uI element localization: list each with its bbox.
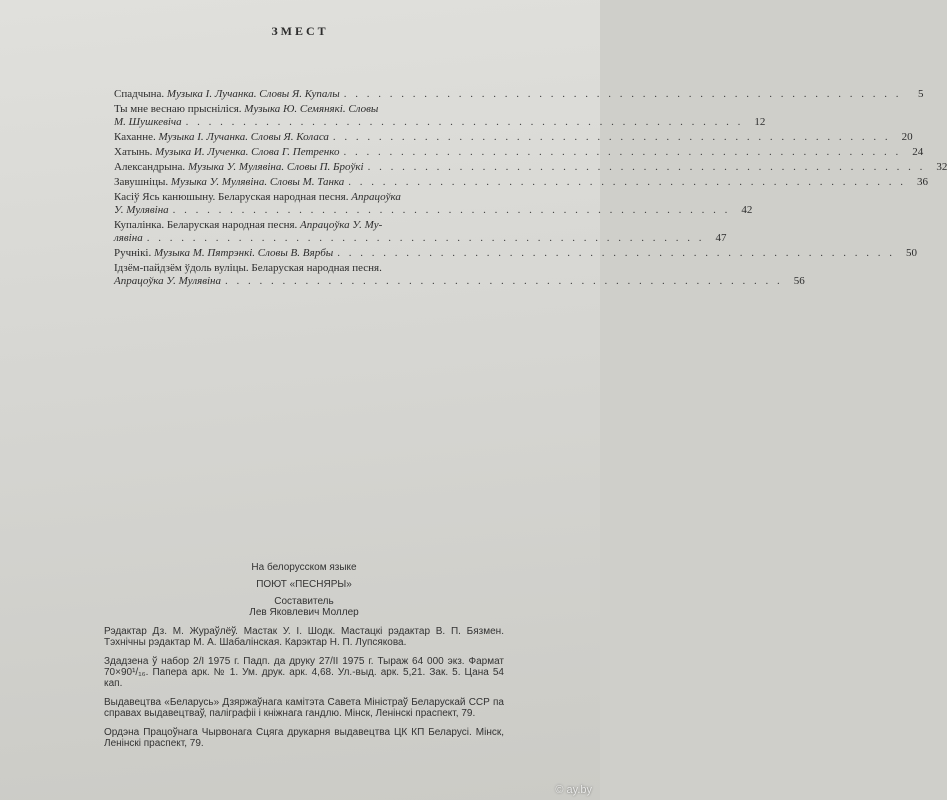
song-title: Каханне. xyxy=(114,131,159,143)
toc-entry-text xyxy=(114,176,344,189)
compiler-label: Составитель xyxy=(274,596,334,607)
song-credits: М. Шушкевіча xyxy=(114,116,182,128)
toc-entry-text xyxy=(114,204,169,217)
page-number: 32 xyxy=(936,161,947,173)
song-title: Хатынь. xyxy=(114,146,156,158)
toc-entry-line xyxy=(114,247,917,260)
printer-info: Ордэна Працоўнага Чырвонага Сцяга друкарня выдавецтва ЦК КП Беларусі. Мінск, Ленінскі праспект, 79. xyxy=(104,727,504,749)
toc-title: ЗМЕСТ xyxy=(271,24,329,38)
toc-entry-line xyxy=(114,191,494,204)
toc-entry-text xyxy=(114,131,329,144)
toc-entry-text xyxy=(114,191,401,203)
dot-leader: . . . . . . . . . . . . . . . . . . . . . . . . . . . . . . . . . . . . . . . . . . . . . . . . . xyxy=(343,146,902,158)
page-number: 20 xyxy=(901,131,913,143)
imprint xyxy=(104,562,504,749)
editors-credits: Рэдактар Дз. М. Жураўлёў. Мастак У. І. Шодк. Мастацкі рэдактар В. П. Бязмен. Тэхнічны рэдактар М. А. Шабалінская. Карэктар Н. П. Лупсякова. xyxy=(104,626,504,648)
toc-entry-line xyxy=(114,88,924,101)
toc-entry xyxy=(114,191,753,217)
toc-entry-text xyxy=(114,116,182,129)
toc-entry xyxy=(114,161,947,174)
toc-entry-line xyxy=(114,262,494,275)
publisher-info: Выдавецтва «Беларусь» Дзяржаўнага камітэта Савета Міністраў Беларускай ССР па справах выдавецтваў, паліграфіі і кніжнага гандлю. Мінск, Ленінскі праспект, 79. xyxy=(104,697,504,719)
dot-leader: . . . . . . . . . . . . . . . . . . . . . . . . . . . . . . . . . . . . . . . . . . . . . . . . . xyxy=(146,232,705,244)
dot-leader: . . . . . . . . . . . . . . . . . . . . . . . . . . . . . . . . . . . . . . . . . . . . . . . . . xyxy=(332,131,891,143)
song-credits: Музыка У. Мулявіна. Словы М. Танка xyxy=(170,176,345,188)
dot-leader: . . . . . . . . . . . . . . . . . . . . . . . . . . . . . . . . . . . . . . . . . . . . . . . . . xyxy=(337,247,895,259)
dot-leader: . . . . . . . . . . . . . . . . . . . . . . . . . . . . . . . . . . . . . . . . . . . . . . . . . xyxy=(185,116,744,128)
toc-entry-line xyxy=(114,131,913,144)
song-credits: Музыка І. Лучанка. Словы Я. Купалы xyxy=(166,88,340,100)
compiler-name: Лев Яковлевич Моллер xyxy=(249,607,359,618)
toc-entry-line xyxy=(114,275,805,288)
page-number: 12 xyxy=(754,116,766,128)
toc-entry-text xyxy=(114,275,221,288)
toc-entry-line xyxy=(114,146,924,159)
song-credits: Музыка И. Лученка. Слова Г. Петренко xyxy=(155,146,340,158)
page-number: 56 xyxy=(793,275,805,287)
song-credits: Музыка У. Мулявіна. Словы П. Броўкі xyxy=(187,161,364,173)
dot-leader: . . . . . . . . . . . . . . . . . . . . . . . . . . . . . . . . . . . . . . . . . . . . . . . . . xyxy=(172,204,731,216)
song-credits: У. Мулявіна xyxy=(114,204,169,216)
page-number: 24 xyxy=(912,146,924,158)
toc-entry xyxy=(114,262,805,288)
song-title: Александрына. xyxy=(114,161,188,173)
page-number: 42 xyxy=(741,204,753,216)
toc-entry-text xyxy=(114,88,340,101)
song-title: Ты мне веснаю прысніліся. xyxy=(114,103,245,115)
toc-entry xyxy=(114,146,924,159)
toc-entry xyxy=(114,247,917,260)
song-title: Завушніцы. xyxy=(114,176,171,188)
dot-leader: . . . . . . . . . . . . . . . . . . . . . . . . . . . . . . . . . . . . . . . . . . . . . . . . . xyxy=(343,88,902,100)
toc-entry-text xyxy=(114,262,382,274)
toc-entry xyxy=(114,219,727,245)
toc-entry-line xyxy=(114,219,494,232)
song-title: Ідзём-пайдзём ўдоль вуліцы. Беларуская народная песня. xyxy=(114,262,382,274)
song-title: Спадчына. xyxy=(114,88,167,100)
page-number: 36 xyxy=(917,176,929,188)
toc-entry-text xyxy=(114,103,378,115)
page-number: 5 xyxy=(917,88,924,100)
table-of-contents xyxy=(114,88,947,290)
toc-entry-line xyxy=(114,232,727,245)
dot-leader: . . . . . . . . . . . . . . . . . . . . . . . . . . . . . . . . . . . . . . . . . . . . . . . . . xyxy=(348,176,907,188)
toc-entry-text xyxy=(114,161,364,174)
print-data: Здадзена ў набор 2/І 1975 г. Падп. да друку 27/ІІ 1975 г. Тыраж 64 000 экз. Фармат 70×90¹/₁₆. Папера арк. № 1. Ум. друк. арк. 4,68. Ул.-выд. арк. 5,21. Зак. 5. Цана 54 кап. xyxy=(104,656,504,689)
toc-entry-line xyxy=(114,204,753,217)
toc-entry-line xyxy=(114,161,947,174)
dot-leader: . . . . . . . . . . . . . . . . . . . . . . . . . . . . . . . . . . . . . . . . . . . . . . . . . xyxy=(225,275,783,287)
page-number: 50 xyxy=(905,247,917,259)
song-credits: Музыка Ю. Семянякі. Словы xyxy=(244,103,379,115)
dot-leader: . . . . . . . . . . . . . . . . . . . . . . . . . . . . . . . . . . . . . . . . . . . . . . . . . xyxy=(367,161,926,173)
toc-entry xyxy=(114,88,924,101)
page-number: 47 xyxy=(715,232,727,244)
toc-entry xyxy=(114,176,929,189)
song-title: Касіў Ясь канюшыну. Беларуская народная песня. xyxy=(114,191,352,203)
song-credits: лявіна xyxy=(114,232,143,244)
toc-entry xyxy=(114,131,913,144)
book-title: ПОЮТ «ПЕСНЯРЫ» xyxy=(256,579,352,590)
toc-entry-line xyxy=(114,103,494,116)
song-credits: Апрацоўка У. Му- xyxy=(300,219,383,231)
toc-entry-text xyxy=(114,146,340,159)
toc-entry-text xyxy=(114,232,143,245)
toc-entry-line xyxy=(114,176,929,189)
language-note: На белорусском языке xyxy=(251,562,357,573)
song-title: Ручнікі. xyxy=(114,247,154,259)
toc-entry xyxy=(114,103,766,129)
toc-entry-line xyxy=(114,116,766,129)
toc-entry-text xyxy=(114,219,382,231)
song-credits: Музыка М. Пятрэнкі. Словы В. Вярбы xyxy=(154,247,334,259)
song-credits: Музыка І. Лучанка. Словы Я. Коласа xyxy=(158,131,329,143)
toc-entry-text xyxy=(114,247,333,260)
watermark: © ay.by xyxy=(555,784,592,796)
song-credits: Апрацоўка У. Мулявіна xyxy=(114,275,222,287)
song-title: Купалінка. Беларуская народная песня. xyxy=(114,219,301,231)
song-credits: Апрацоўка xyxy=(351,191,401,203)
